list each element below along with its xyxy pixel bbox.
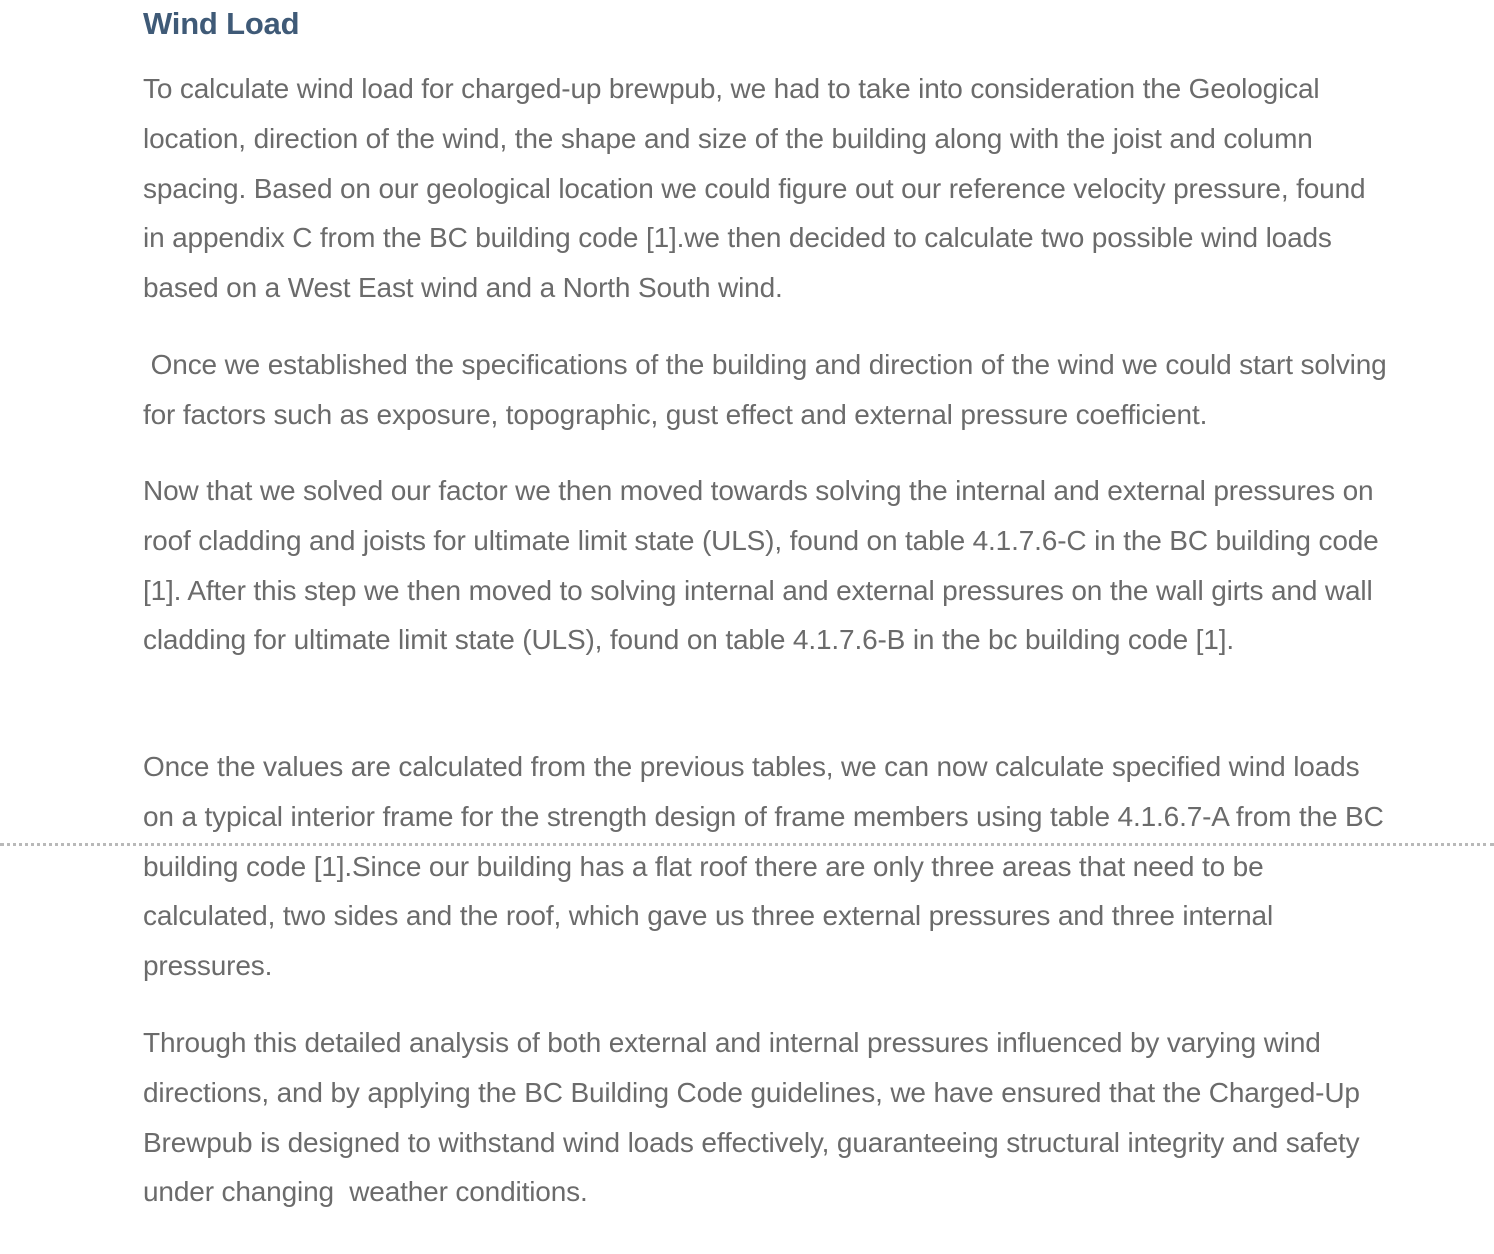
section-heading: Wind Load bbox=[143, 6, 300, 41]
paragraph-4: Once the values are calculated from the previous tables, we can now calculate specified wind loads on a typical interior frame for the strength design of frame members using table 4.1.6.7-A from the BC building code [1].Since our building has a flat roof there are only three areas that need to be calculated, two sides and the roof, which gave us three external pressures and three internal pressures. bbox=[143, 751, 1392, 982]
document-body bbox=[143, 0, 1395, 1208]
paragraph-3: Now that we solved our factor we then moved towards solving the internal and external pressures on roof cladding and joists for ultimate limit state (ULS), found on table 4.1.7.6-C in the BC building code [1]. After this step we then moved to solving internal and external pressures on the wall girts and wall cladding for ultimate limit state (ULS), found on table 4.1.7.6-B in the bc building code [1]. bbox=[143, 475, 1387, 656]
paragraph-2: Once we established the specifications of the building and direction of the wind we could start solving for factors such as exposure, topographic, gust effect and external pressure coefficient. bbox=[143, 349, 1395, 430]
paragraph-1: To calculate wind load for charged-up brewpub, we had to take into consideration the Geological location, direction of the wind, the shape and size of the building along with the joist and column spacing. Based on our geological location we could figure out our reference velocity pressure, found in appendix C from the BC building code [1].we then decided to calculate two possible wind loads based on a West East wind and a North South wind. bbox=[143, 73, 1374, 304]
paragraph-5: Through this detailed analysis of both external and internal pressures influenced by varying wind directions, and by applying the BC Building Code guidelines, we have ensured that the Charged-Up Brewpub is designed to withstand wind loads effectively, guaranteeing structural integrity and safety under changing weather conditions. bbox=[143, 1027, 1368, 1208]
page-break-divider bbox=[0, 843, 1494, 846]
